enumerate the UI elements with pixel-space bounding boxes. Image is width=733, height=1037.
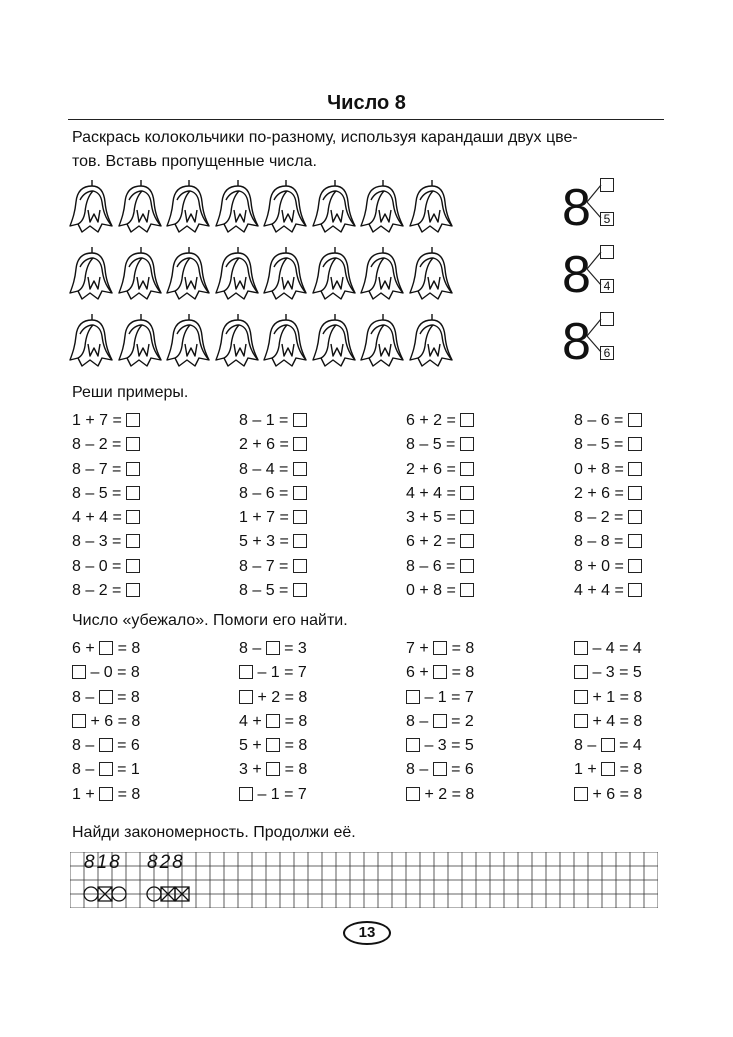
- section-heading-missing: Число «убежало». Помоги его найти.: [72, 612, 348, 629]
- equation: 8 – = 6: [72, 737, 140, 755]
- equation: 2 + 6 =: [406, 458, 474, 482]
- equation: 4 + 4 =: [574, 579, 642, 603]
- answer-box[interactable]: [266, 762, 280, 776]
- answer-box[interactable]: [126, 413, 140, 427]
- answer-box[interactable]: [266, 714, 280, 728]
- answer-box[interactable]: [574, 714, 588, 728]
- bell-picture[interactable]: [311, 312, 357, 375]
- equation: 8 – 3 =: [72, 530, 140, 554]
- bell-picture[interactable]: [165, 178, 211, 241]
- equation: 0 + 8 =: [406, 579, 474, 603]
- equation: – 3 = 5: [406, 734, 474, 758]
- answer-box[interactable]: [600, 178, 614, 192]
- intro-line: тов. Вставь пропущенные числа.: [72, 153, 317, 170]
- equation: + 2 = 8: [239, 686, 307, 710]
- answer-box[interactable]: [574, 641, 588, 655]
- answer-box[interactable]: [433, 714, 447, 728]
- answer-box[interactable]: [239, 690, 253, 704]
- bell-picture[interactable]: [408, 245, 454, 308]
- equation: 8 + 0 =: [574, 555, 642, 579]
- equation: – 1 = 7: [239, 661, 307, 685]
- equation: 8 – = 8: [72, 688, 140, 706]
- equation: 2 + 6 =: [239, 433, 307, 457]
- answer-box[interactable]: [239, 665, 253, 679]
- bell-picture[interactable]: [359, 245, 405, 308]
- answer-box[interactable]: [72, 714, 86, 728]
- equation: 6 + 2 =: [406, 409, 474, 433]
- bell-picture[interactable]: [359, 178, 405, 241]
- bell-picture[interactable]: [117, 178, 163, 241]
- decomposition-number: 8: [562, 313, 591, 371]
- answer-box[interactable]: [628, 462, 642, 476]
- decomposition-3: [562, 312, 632, 376]
- bell-picture[interactable]: [165, 312, 211, 375]
- page-number-badge: 13: [343, 921, 391, 945]
- equation: 6 + 2 =: [406, 530, 474, 554]
- answer-box[interactable]: [601, 762, 615, 776]
- answer-box[interactable]: [126, 462, 140, 476]
- answer-box[interactable]: [293, 583, 307, 597]
- bell-picture[interactable]: [68, 245, 114, 308]
- equation: 1 + 7 =: [239, 506, 307, 530]
- given-part-box: 6: [600, 346, 614, 360]
- decomposition-number: 8: [562, 246, 591, 304]
- pattern-text: 828: [147, 852, 185, 873]
- equation: 8 – 7 =: [239, 555, 307, 579]
- decomposition-1: [562, 178, 632, 242]
- answer-box[interactable]: [460, 413, 474, 427]
- answer-box[interactable]: [126, 437, 140, 451]
- equation: 8 – 6 =: [239, 482, 307, 506]
- answer-box[interactable]: [293, 413, 307, 427]
- equation: 0 + 8 =: [574, 458, 642, 482]
- equation: – 1 = 7: [239, 783, 307, 807]
- bell-picture[interactable]: [214, 245, 260, 308]
- intro-text: [72, 126, 672, 174]
- answer-box[interactable]: [628, 559, 642, 573]
- equation: 5 + = 8: [239, 737, 308, 755]
- equation: 8 – 2 =: [574, 506, 642, 530]
- equation: 8 – 8 =: [574, 530, 642, 554]
- equation: – 1 = 7: [406, 686, 474, 710]
- intro-line: Раскрась колокольчики по-разному, используя карандаши двух цве-: [72, 129, 578, 146]
- equation: 5 + 3 =: [239, 530, 307, 554]
- answer-box[interactable]: [72, 665, 86, 679]
- answer-box[interactable]: [600, 312, 614, 326]
- equation: 8 – 1 =: [239, 409, 307, 433]
- equation: 8 – 2 =: [72, 579, 140, 603]
- equation: 8 – 4 =: [239, 458, 307, 482]
- answer-box[interactable]: [126, 486, 140, 500]
- answer-box[interactable]: [293, 462, 307, 476]
- answer-box[interactable]: [460, 534, 474, 548]
- title-rule: [68, 119, 664, 120]
- equation: – 0 = 8: [72, 661, 140, 685]
- answer-box[interactable]: [406, 787, 420, 801]
- answer-box[interactable]: [600, 245, 614, 259]
- equation: 1 + 7 =: [72, 409, 140, 433]
- equation: 8 – 5 =: [574, 433, 642, 457]
- answer-box[interactable]: [433, 641, 447, 655]
- decomposition-number: 8: [562, 179, 591, 237]
- exercise-column: [574, 409, 642, 603]
- answer-box[interactable]: [460, 462, 474, 476]
- equation: 8 – 0 =: [72, 555, 140, 579]
- bell-picture[interactable]: [214, 178, 260, 241]
- answer-box[interactable]: [628, 413, 642, 427]
- equation: 8 – 6 =: [574, 409, 642, 433]
- answer-box[interactable]: [433, 665, 447, 679]
- answer-box[interactable]: [99, 762, 113, 776]
- answer-box[interactable]: [460, 486, 474, 500]
- answer-box[interactable]: [99, 738, 113, 752]
- equation: 8 – 5 =: [72, 482, 140, 506]
- bell-picture[interactable]: [117, 312, 163, 375]
- equation: 8 – = 6: [406, 761, 474, 779]
- equation: 1 + = 8: [574, 761, 643, 779]
- bell-picture[interactable]: [262, 312, 308, 375]
- equation: 8 – = 1: [72, 761, 140, 779]
- given-part-box: 4: [600, 279, 614, 293]
- answer-box[interactable]: [574, 665, 588, 679]
- answer-box[interactable]: [239, 787, 253, 801]
- answer-box[interactable]: [293, 510, 307, 524]
- exercise-column: [72, 409, 140, 603]
- answer-box[interactable]: [126, 510, 140, 524]
- answer-box[interactable]: [126, 559, 140, 573]
- answer-box[interactable]: [574, 787, 588, 801]
- equation: 3 + 5 =: [406, 506, 474, 530]
- exercise-column: [406, 637, 474, 807]
- answer-box[interactable]: [99, 787, 113, 801]
- answer-box[interactable]: [628, 534, 642, 548]
- equation: 8 – 2 =: [72, 433, 140, 457]
- answer-box[interactable]: [460, 437, 474, 451]
- answer-box[interactable]: [293, 437, 307, 451]
- bell-picture[interactable]: [262, 178, 308, 241]
- equation: + 6 = 8: [574, 783, 642, 807]
- decomposition-2: [562, 245, 632, 309]
- answer-box[interactable]: [293, 486, 307, 500]
- answer-box[interactable]: [266, 738, 280, 752]
- answer-box[interactable]: [99, 641, 113, 655]
- bell-picture[interactable]: [68, 178, 114, 241]
- equation: 4 + 4 =: [72, 506, 140, 530]
- exercise-column: [239, 637, 307, 807]
- exercise-column: [574, 637, 642, 807]
- bell-picture[interactable]: [262, 245, 308, 308]
- answer-box[interactable]: [433, 762, 447, 776]
- given-part-box: 5: [600, 212, 614, 226]
- equation: 6 + = 8: [72, 640, 141, 657]
- section-heading-pattern: Найди закономерность. Продолжи её.: [72, 824, 356, 841]
- exercise-column: [406, 409, 474, 603]
- bell-picture[interactable]: [165, 245, 211, 308]
- equation: 8 – 5 =: [406, 433, 474, 457]
- answer-box[interactable]: [601, 738, 615, 752]
- answer-box[interactable]: [460, 559, 474, 573]
- answer-box[interactable]: [460, 510, 474, 524]
- answer-box[interactable]: [99, 690, 113, 704]
- bell-picture[interactable]: [311, 178, 357, 241]
- bell-picture[interactable]: [408, 312, 454, 375]
- exercise-column: [239, 409, 307, 603]
- answer-box[interactable]: [628, 486, 642, 500]
- equation: + 2 = 8: [406, 783, 474, 807]
- equation: 4 + = 8: [239, 712, 308, 730]
- answer-box[interactable]: [126, 534, 140, 548]
- equation: 8 – = 3: [239, 640, 307, 657]
- answer-box[interactable]: [574, 690, 588, 704]
- answer-box[interactable]: [628, 437, 642, 451]
- equation: 8 – = 4: [574, 737, 642, 755]
- page-title: Число 8: [327, 92, 406, 114]
- equation: 7 + = 8: [406, 640, 475, 657]
- bell-picture[interactable]: [117, 245, 163, 308]
- exercise-column: [72, 637, 140, 807]
- answer-box[interactable]: [406, 738, 420, 752]
- answer-box[interactable]: [628, 510, 642, 524]
- equation: 3 + = 8: [239, 761, 308, 779]
- bell-picture[interactable]: [311, 245, 357, 308]
- equation: 2 + 6 =: [574, 482, 642, 506]
- equation: 6 + = 8: [406, 664, 475, 682]
- equation: – 3 = 5: [574, 661, 642, 685]
- answer-box[interactable]: [266, 641, 280, 655]
- pattern-text: 818: [84, 852, 122, 873]
- equation: 1 + = 8: [72, 785, 141, 803]
- bell-picture[interactable]: [408, 178, 454, 241]
- equation: – 4 = 4: [574, 637, 642, 661]
- section-heading-solve: Реши примеры.: [72, 384, 189, 401]
- answer-box[interactable]: [126, 583, 140, 597]
- bell-picture[interactable]: [68, 312, 114, 375]
- equation: + 1 = 8: [574, 686, 642, 710]
- equation: 8 – 6 =: [406, 555, 474, 579]
- equation: + 4 = 8: [574, 710, 642, 734]
- pattern-shapes: [70, 880, 200, 908]
- equation: 4 + 4 =: [406, 482, 474, 506]
- bell-picture[interactable]: [359, 312, 405, 375]
- equation: 8 – = 2: [406, 712, 474, 730]
- equation: + 6 = 8: [72, 710, 140, 734]
- answer-box[interactable]: [293, 559, 307, 573]
- bell-picture[interactable]: [214, 312, 260, 375]
- pattern-grid[interactable]: [70, 852, 658, 908]
- equation: 8 – 5 =: [239, 579, 307, 603]
- answer-box[interactable]: [628, 583, 642, 597]
- answer-box[interactable]: [293, 534, 307, 548]
- equation: 8 – 7 =: [72, 458, 140, 482]
- answer-box[interactable]: [406, 690, 420, 704]
- answer-box[interactable]: [460, 583, 474, 597]
